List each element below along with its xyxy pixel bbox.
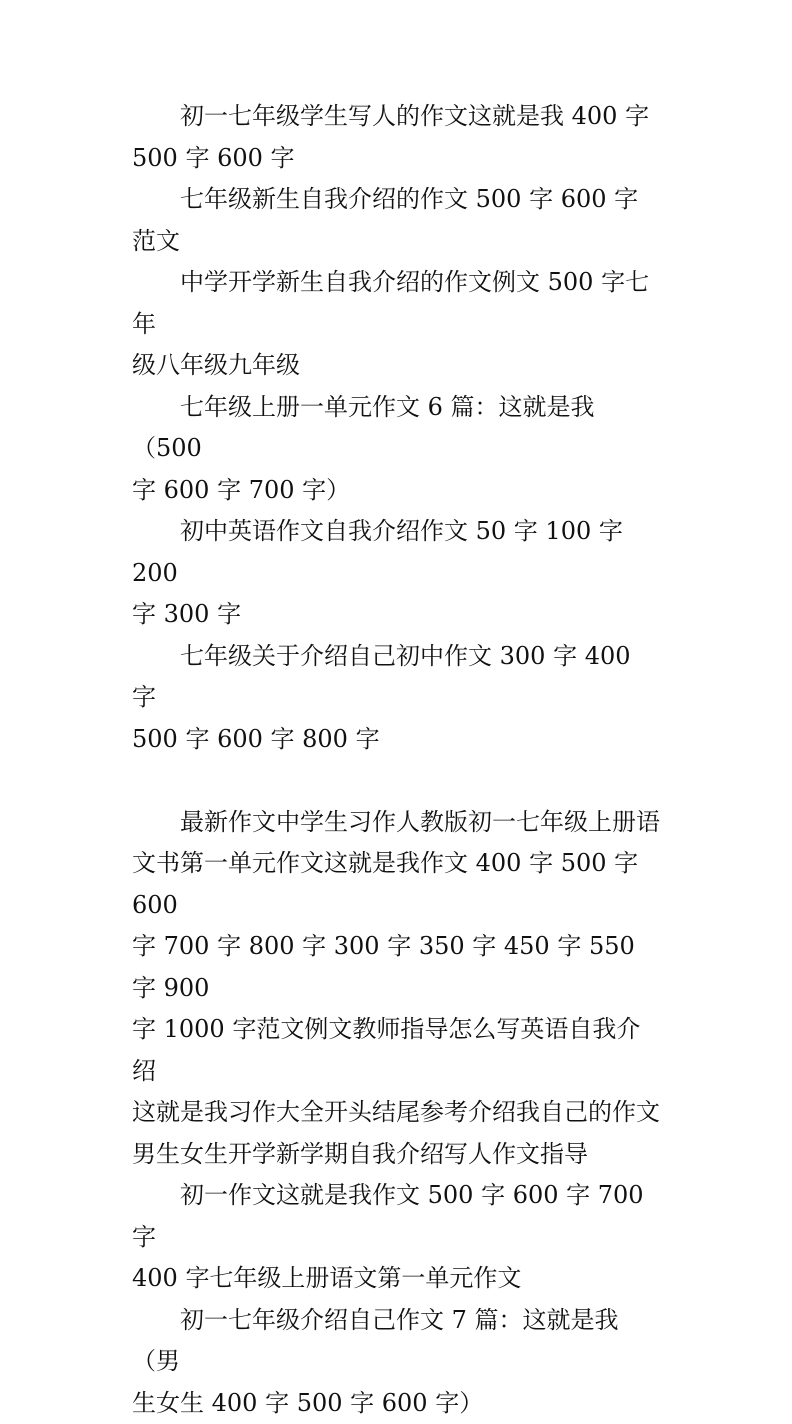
paragraph-8: 初一作文这就是我作文 500 字 600 字 700 字 400 字七年级上册语文第一单元作文 — [132, 1175, 662, 1300]
paragraph-3: 中学开学新生自我介绍的作文例文 500 字七年 级八年级九年级 — [132, 262, 662, 387]
paragraph-4: 七年级上册一单元作文 6 篇：这就是我（500 字 600 字 700 字） — [132, 387, 662, 512]
paragraph-1: 初一七年级学生写人的作文这就是我 400 字 500 字 600 字 — [132, 96, 662, 179]
paragraph-5: 初中英语作文自我介绍作文 50 字 100 字 200 字 300 字 — [132, 511, 662, 636]
paragraph-2: 七年级新生自我介绍的作文 500 字 600 字范文 — [132, 179, 662, 262]
document-body — [132, 96, 662, 1424]
paragraph-6: 七年级关于介绍自己初中作文 300 字 400 字 500 字 600 字 800 字 — [132, 636, 662, 761]
paragraph-9: 初一七年级介绍自己作文 7 篇：这就是我（男 生女生 400 字 500 字 600 字） — [132, 1300, 662, 1424]
paragraph-7: 最新作文中学生习作人教版初一七年级上册语 文书第一单元作文这就是我作文 400 字 500 字 600 字 700 字 800 字 300 字 350 字 450 字 550 字 900 字 1000 字范文例文教师指导怎么写英语自我介绍 这就是我习作大全开头结尾参考介绍我自己的作文 男生女生开学新学期自我介绍写人作文指导 — [132, 802, 662, 1176]
section-spacer — [132, 760, 662, 802]
